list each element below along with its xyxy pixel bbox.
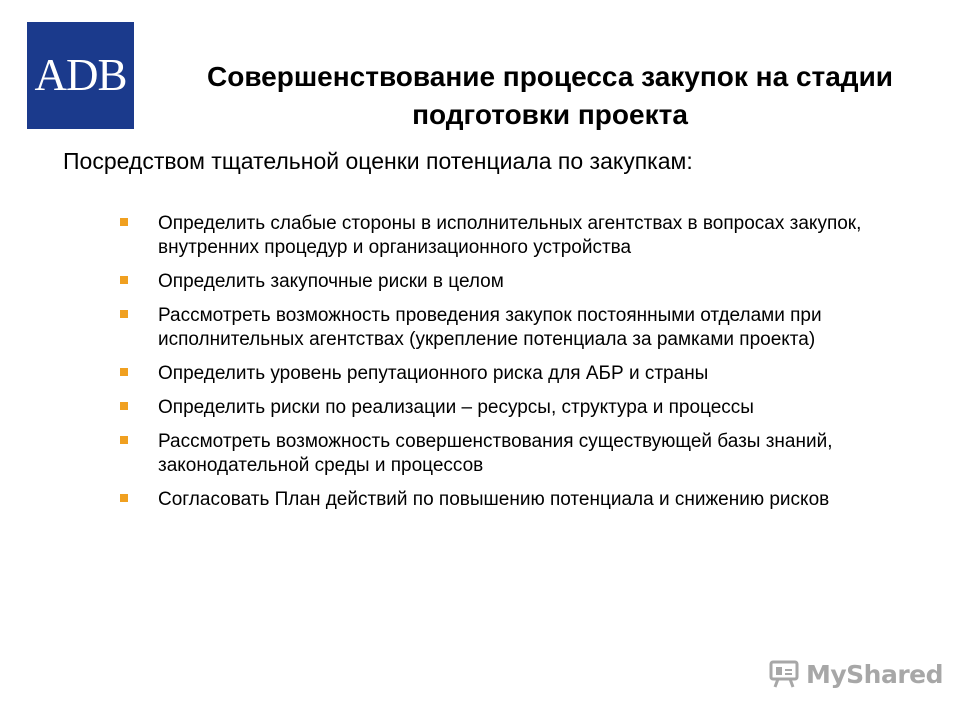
square-bullet-icon [120, 402, 128, 410]
myshared-watermark [768, 656, 943, 692]
presentation-icon [768, 658, 800, 690]
square-bullet-icon [120, 494, 128, 502]
bullet-text: Согласовать План действий по повышению потенциала и снижению рисков [158, 489, 830, 510]
square-bullet-icon [120, 218, 128, 226]
square-bullet-icon [120, 436, 128, 444]
bullet-item [120, 396, 940, 420]
bullet-text: Определить риски по реализации – ресурсы, структура и процессы [158, 397, 754, 418]
bullet-text: Определить слабые стороны в исполнительных агентствах в вопросах закупок, внутренних процедур и организационного устройства [158, 213, 862, 258]
square-bullet-icon [120, 276, 128, 284]
bullet-item [120, 212, 940, 260]
watermark-text: MyShared [806, 659, 944, 689]
bullet-item [120, 488, 940, 512]
bullet-item [120, 270, 940, 294]
title-line-1: Совершенствование процесса закупок на стадии [207, 61, 893, 92]
bullet-text: Рассмотреть возможность совершенствования существующей базы знаний, законодательной среды и процессов [158, 431, 833, 476]
intro-text: Посредством тщательной оценки потенциала по закупкам: [63, 148, 693, 174]
square-bullet-icon [120, 368, 128, 376]
title-line-2: подготовки проекта [412, 99, 688, 130]
bullet-item [120, 430, 940, 478]
bullet-item [120, 304, 940, 352]
logo-text: ADB [34, 50, 127, 100]
square-bullet-icon [120, 310, 128, 318]
slide-title [150, 58, 950, 134]
bullet-text: Определить закупочные риски в целом [158, 271, 504, 292]
bullet-list [120, 212, 940, 522]
bullet-text: Определить уровень репутационного риска для АБР и страны [158, 363, 709, 384]
bullet-text: Рассмотреть возможность проведения закупок постоянными отделами при исполнительных агентствах (укрепление потенциала за рамками проекта) [158, 305, 822, 350]
adb-logo [27, 22, 134, 129]
bullet-item [120, 362, 940, 386]
